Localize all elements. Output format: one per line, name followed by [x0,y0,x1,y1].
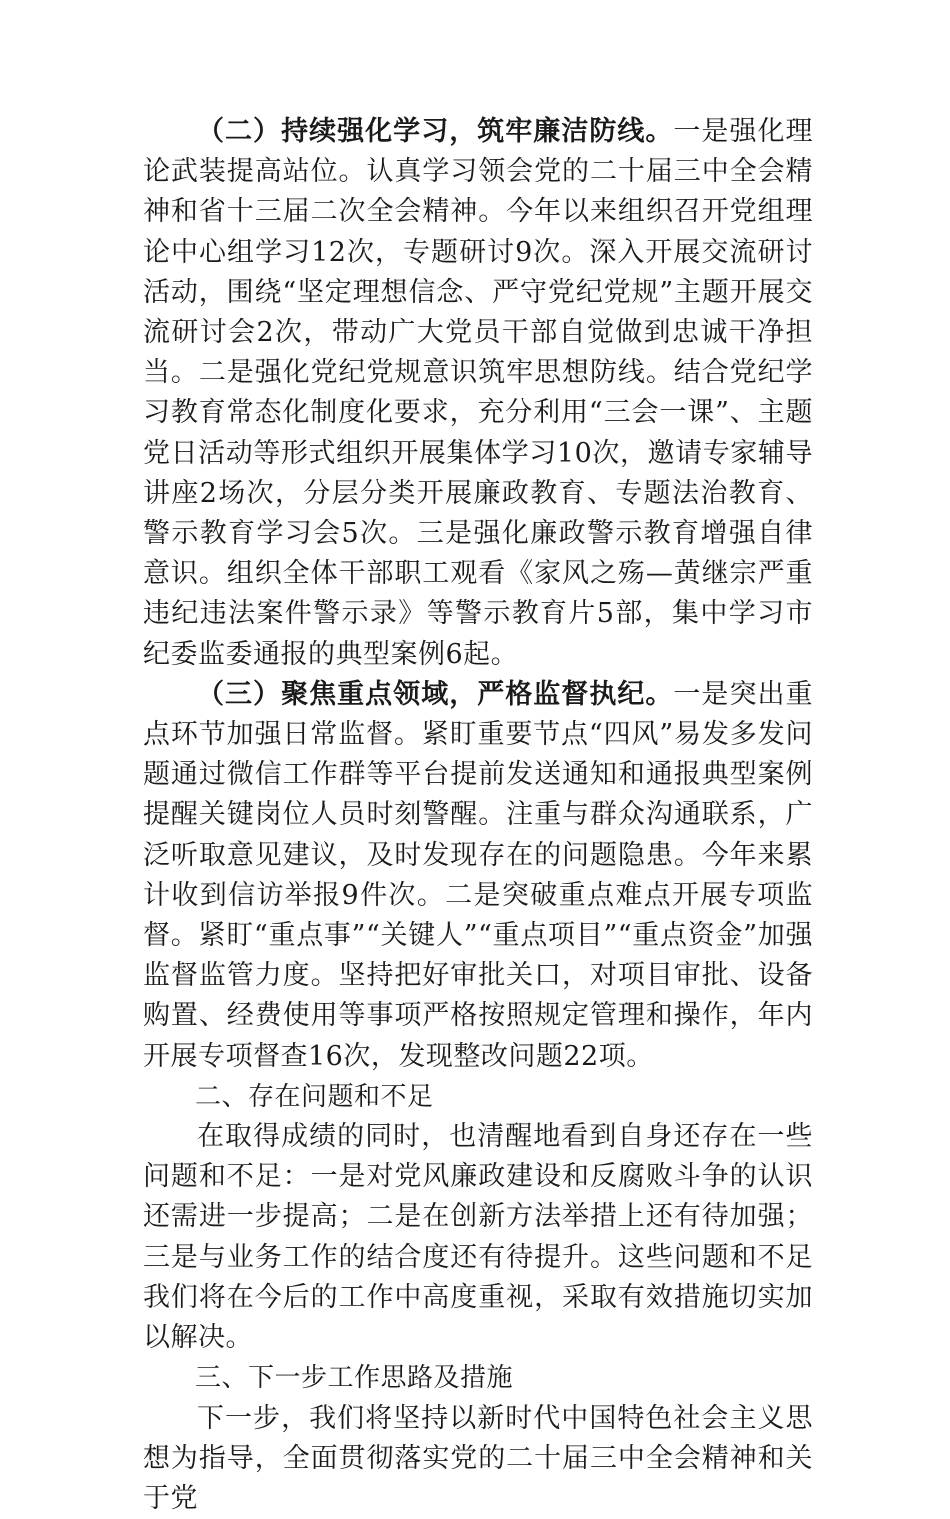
paragraph-continuous-learning [143,112,813,675]
paragraph-text: 一是强化理论武装提高站位。认真学习领会党的二十届三中全会精神和省十三届二次全会精神。今年以来组织召开党组理论中心组学习12次，专题研讨9次。深入开展交流研讨活动，围绕“坚定理想信念、严守党纪党规”主题开展交流研讨会2次，带动广大党员干部自觉做到忠诚干净担当。二是强化党纪党规意识筑牢思想防线。结合党纪学习教育常态化制度化要求，充分利用“三会一课”、主题党日活动等形式组织开展集体学习10次，邀请专家辅导讲座2场次，分层分类开展廉政教育、专题法治教育、警示教育学习会5次。三是强化廉政警示教育增强自律意识。组织全体干部职工观看《家风之殇—黄继宗严重违纪违法案件警示录》等警示教育片5部，集中学习市纪委监委通报的典型案例6起。 [143,116,813,670]
heading-next-steps: 三、下一步工作思路及措施 [143,1358,813,1398]
heading-problems: 二、存在问题和不足 [143,1077,813,1117]
section-title-supervision: （三）聚焦重点领域，严格监督执纪。 [197,679,673,710]
paragraph-text: 一是突出重点环节加强日常监督。紧盯重要节点“四风”易发多发问题通过微信工作群等平台提前发送通知和通报典型案例提醒关键岗位人员时刻警醒。注重与群众沟通联系，广泛听取意见建议，及时发现存在的问题隐患。今年来累计收到信访举报9件次。二是突破重点难点开展专项监督。紧盯“重点事”“关键人”“重点项目”“重点资金”加强监督监管力度。坚持把好审批关口，对项目审批、设备购置、经费使用等事项严格按照规定管理和操作，年内开展专项督查16次，发现整改问题22项。 [143,679,813,1072]
paragraph-next-steps: 下一步，我们将坚持以新时代中国特色社会主义思想为指导，全面贯彻落实党的二十届三中全会精神和关于党 [143,1399,813,1519]
document-body [143,112,813,1519]
paragraph-problems: 在取得成绩的同时，也清醒地看到自身还存在一些问题和不足：一是对党风廉政建设和反腐败斗争的认识还需进一步提高；二是在创新方法举措上还有待加强；三是与业务工作的结合度还有待提升。这些问题和不足我们将在今后的工作中高度重视，采取有效措施切实加以解决。 [143,1117,813,1358]
section-title-continuous-learning: （二）持续强化学习，筑牢廉洁防线。 [197,116,673,147]
paragraph-supervision [143,675,813,1077]
